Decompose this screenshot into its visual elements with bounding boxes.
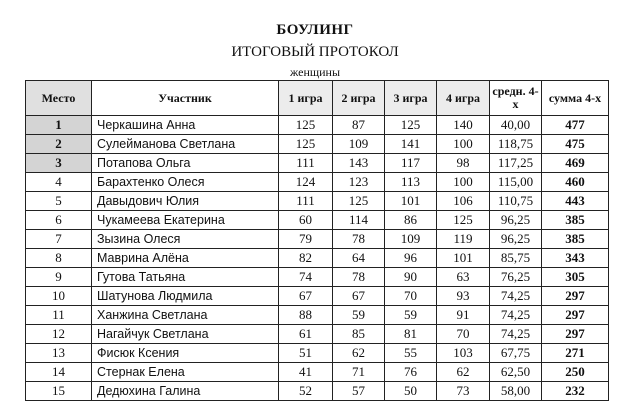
sum-cell: 477 — [542, 116, 609, 135]
game-3-cell: 90 — [385, 268, 437, 287]
average-cell: 76,25 — [490, 268, 542, 287]
game-4-cell: 98 — [437, 154, 490, 173]
average-cell: 62,50 — [490, 363, 542, 382]
column-header-participant: Участник — [92, 81, 279, 116]
game-3-cell: 96 — [385, 249, 437, 268]
table-row — [26, 249, 609, 268]
game-3-cell: 86 — [385, 211, 437, 230]
game-2-cell: 109 — [333, 135, 385, 154]
game-3-cell: 59 — [385, 306, 437, 325]
column-header-average: средн. 4-х — [490, 81, 542, 116]
sum-cell: 385 — [542, 230, 609, 249]
sum-cell: 305 — [542, 268, 609, 287]
place-cell: 5 — [26, 192, 92, 211]
game-2-cell: 123 — [333, 173, 385, 192]
participant-cell: Гутова Татьяна — [92, 268, 279, 287]
game-3-cell: 76 — [385, 363, 437, 382]
game-4-cell: 106 — [437, 192, 490, 211]
participant-cell: Шатунова Людмила — [92, 287, 279, 306]
game-1-cell: 125 — [279, 116, 333, 135]
game-4-cell: 70 — [437, 325, 490, 344]
average-cell: 58,00 — [490, 382, 542, 401]
place-cell: 14 — [26, 363, 92, 382]
sum-cell: 475 — [542, 135, 609, 154]
game-2-cell: 78 — [333, 268, 385, 287]
game-1-cell: 52 — [279, 382, 333, 401]
game-2-cell: 114 — [333, 211, 385, 230]
sum-cell: 343 — [542, 249, 609, 268]
category-label: женщины — [289, 65, 341, 79]
average-cell: 96,25 — [490, 230, 542, 249]
page-title: БОУЛИНГ — [276, 22, 354, 38]
game-4-cell: 63 — [437, 268, 490, 287]
game-3-cell: 55 — [385, 344, 437, 363]
game-4-cell: 101 — [437, 249, 490, 268]
average-cell: 118,75 — [490, 135, 542, 154]
game-1-cell: 67 — [279, 287, 333, 306]
game-4-cell: 103 — [437, 344, 490, 363]
game-1-cell: 124 — [279, 173, 333, 192]
place-cell: 12 — [26, 325, 92, 344]
table-header-row — [26, 81, 609, 116]
game-1-cell: 60 — [279, 211, 333, 230]
game-4-cell: 119 — [437, 230, 490, 249]
average-cell: 110,75 — [490, 192, 542, 211]
average-cell: 40,00 — [490, 116, 542, 135]
participant-cell: Зызина Олеся — [92, 230, 279, 249]
average-cell: 115,00 — [490, 173, 542, 192]
place-cell: 15 — [26, 382, 92, 401]
participant-cell: Барахтенко Олеся — [92, 173, 279, 192]
sum-cell: 271 — [542, 344, 609, 363]
column-header-game-3: 3 игра — [385, 81, 437, 116]
table-row — [26, 306, 609, 325]
table-row — [26, 192, 609, 211]
participant-cell: Фисюк Ксения — [92, 344, 279, 363]
table-row — [26, 116, 609, 135]
results-table — [25, 80, 609, 401]
game-3-cell: 113 — [385, 173, 437, 192]
column-header-game-2: 2 игра — [333, 81, 385, 116]
place-cell: 8 — [26, 249, 92, 268]
place-cell: 3 — [26, 154, 92, 173]
table-row — [26, 135, 609, 154]
table-row — [26, 268, 609, 287]
column-header-place: Место — [26, 81, 92, 116]
game-2-cell: 59 — [333, 306, 385, 325]
participant-cell: Черкашина Анна — [92, 116, 279, 135]
game-2-cell: 87 — [333, 116, 385, 135]
table-row — [26, 287, 609, 306]
sum-cell: 469 — [542, 154, 609, 173]
column-header-game-1: 1 игра — [279, 81, 333, 116]
game-4-cell: 73 — [437, 382, 490, 401]
game-4-cell: 91 — [437, 306, 490, 325]
average-cell: 74,25 — [490, 306, 542, 325]
average-cell: 85,75 — [490, 249, 542, 268]
average-cell: 96,25 — [490, 211, 542, 230]
table-row — [26, 325, 609, 344]
place-cell: 13 — [26, 344, 92, 363]
game-1-cell: 111 — [279, 154, 333, 173]
game-4-cell: 125 — [437, 211, 490, 230]
sum-cell: 297 — [542, 287, 609, 306]
table-row — [26, 173, 609, 192]
game-2-cell: 143 — [333, 154, 385, 173]
game-4-cell: 100 — [437, 135, 490, 154]
game-1-cell: 61 — [279, 325, 333, 344]
average-cell: 74,25 — [490, 325, 542, 344]
sum-cell: 232 — [542, 382, 609, 401]
game-1-cell: 88 — [279, 306, 333, 325]
game-4-cell: 62 — [437, 363, 490, 382]
participant-cell: Потапова Ольга — [92, 154, 279, 173]
table-row — [26, 363, 609, 382]
game-4-cell: 140 — [437, 116, 490, 135]
game-2-cell: 78 — [333, 230, 385, 249]
participant-cell: Ханжина Светлана — [92, 306, 279, 325]
place-cell: 11 — [26, 306, 92, 325]
average-cell: 74,25 — [490, 287, 542, 306]
game-3-cell: 109 — [385, 230, 437, 249]
game-2-cell: 64 — [333, 249, 385, 268]
participant-cell: Стернак Елена — [92, 363, 279, 382]
game-1-cell: 125 — [279, 135, 333, 154]
participant-cell: Маврина Алёна — [92, 249, 279, 268]
game-3-cell: 50 — [385, 382, 437, 401]
game-1-cell: 74 — [279, 268, 333, 287]
sum-cell: 460 — [542, 173, 609, 192]
game-2-cell: 57 — [333, 382, 385, 401]
average-cell: 117,25 — [490, 154, 542, 173]
participant-cell: Дедюхина Галина — [92, 382, 279, 401]
participant-cell: Давыдович Юлия — [92, 192, 279, 211]
game-2-cell: 67 — [333, 287, 385, 306]
sum-cell: 250 — [542, 363, 609, 382]
game-2-cell: 62 — [333, 344, 385, 363]
table-row — [26, 154, 609, 173]
game-4-cell: 93 — [437, 287, 490, 306]
game-2-cell: 85 — [333, 325, 385, 344]
sum-cell: 297 — [542, 306, 609, 325]
page-subtitle: ИТОГОВЫЙ ПРОТОКОЛ — [231, 44, 399, 60]
table-row — [26, 211, 609, 230]
participant-cell: Сулейманова Светлана — [92, 135, 279, 154]
column-header-sum: сумма 4-х — [542, 81, 609, 116]
game-1-cell: 51 — [279, 344, 333, 363]
game-2-cell: 125 — [333, 192, 385, 211]
place-cell: 6 — [26, 211, 92, 230]
sum-cell: 297 — [542, 325, 609, 344]
participant-cell: Нагайчук Светлана — [92, 325, 279, 344]
game-3-cell: 125 — [385, 116, 437, 135]
game-1-cell: 82 — [279, 249, 333, 268]
game-3-cell: 70 — [385, 287, 437, 306]
game-1-cell: 79 — [279, 230, 333, 249]
place-cell: 2 — [26, 135, 92, 154]
place-cell: 4 — [26, 173, 92, 192]
place-cell: 7 — [26, 230, 92, 249]
table-row — [26, 382, 609, 401]
average-cell: 67,75 — [490, 344, 542, 363]
game-3-cell: 141 — [385, 135, 437, 154]
game-4-cell: 100 — [437, 173, 490, 192]
table-row — [26, 230, 609, 249]
game-3-cell: 101 — [385, 192, 437, 211]
sum-cell: 385 — [542, 211, 609, 230]
game-3-cell: 81 — [385, 325, 437, 344]
column-header-game-4: 4 игра — [437, 81, 490, 116]
place-cell: 10 — [26, 287, 92, 306]
game-3-cell: 117 — [385, 154, 437, 173]
place-cell: 1 — [26, 116, 92, 135]
place-cell: 9 — [26, 268, 92, 287]
sum-cell: 443 — [542, 192, 609, 211]
game-2-cell: 71 — [333, 363, 385, 382]
participant-cell: Чукамеева Екатерина — [92, 211, 279, 230]
game-1-cell: 111 — [279, 192, 333, 211]
table-row — [26, 344, 609, 363]
game-1-cell: 41 — [279, 363, 333, 382]
